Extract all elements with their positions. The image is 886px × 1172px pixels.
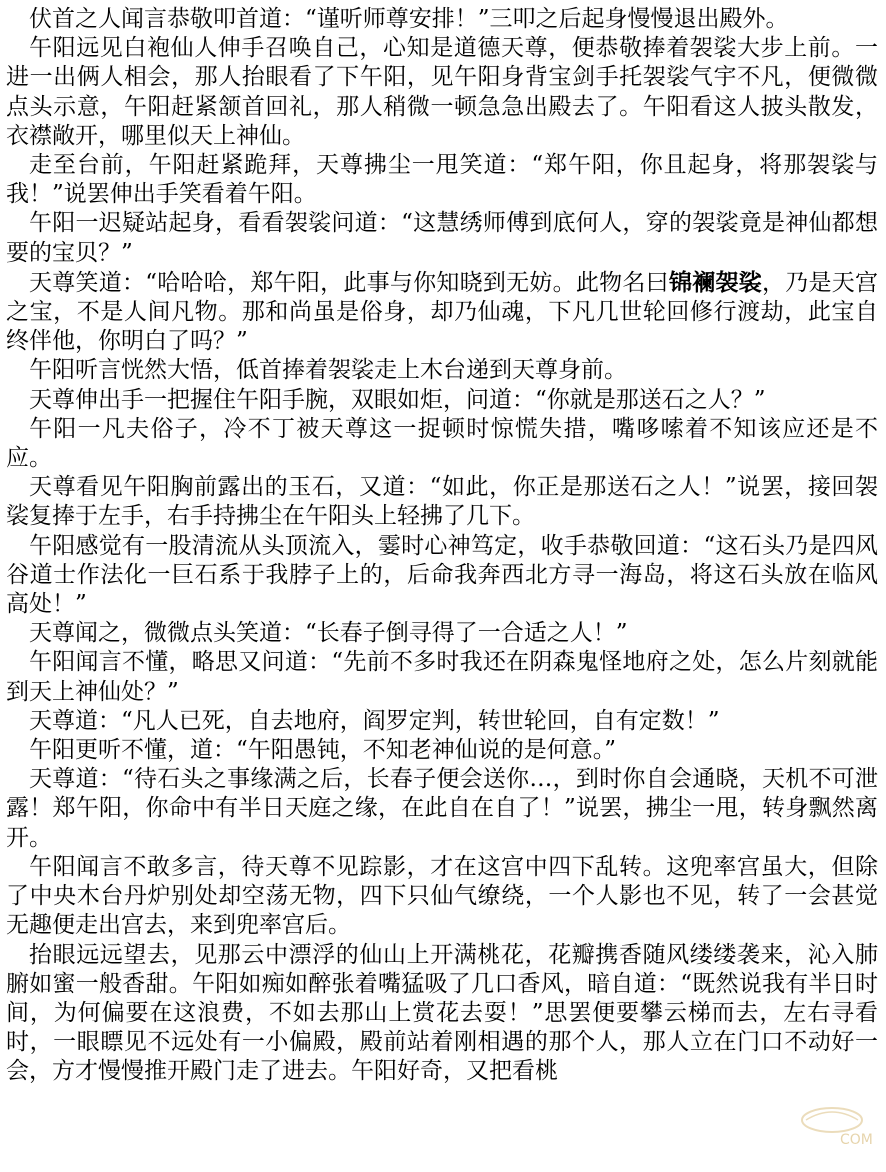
paragraph [6,151,878,209]
paragraph [6,853,878,941]
paragraph-text: 天尊道：“凡人已死，自去地府，阎罗定判，转世轮回，自有定数！” [29,707,720,734]
paragraph-text: 午阳一迟疑站起身，看看袈裟问道：“这慧绣师傅到底何人，穿的袈裟竟是神仙都想要的宝贝？” [6,210,878,266]
paragraph [6,415,878,473]
paragraph [6,532,878,620]
watermark-text: COM [840,1132,873,1148]
paragraph-text: 午阳远见白袍仙人伸手召唤自己，心知是道德天尊，便恭敬捧着袈裟大步上前。一进一出俩人相会，那人抬眼看了下午阳，见午阳身背宝剑手托袈裟气宇不凡，便微微点头示意，午阳赶紧颔首回礼，那人稍微一顿急急出殿去了。午阳看这人披头散发，衣襟敞开，哪里似天上神仙。 [6,35,878,149]
paragraph [6,386,878,415]
paragraph-text: 午阳听言恍然大悟，低首捧着袈裟走上木台递到天尊身前。 [29,357,627,384]
paragraph [6,707,878,736]
paragraph-text: 午阳感觉有一股清流从头顶流入，霎时心神笃定，收手恭敬回道：“这石头乃是四风谷道士作法化一巨石系于我脖子上的，后命我奔西北方寻一海岛，将这石头放在临风高处！” [6,532,878,618]
document-body [6,5,878,1087]
paragraph-text: 天尊道：“待石头之事缘满之后，长春子便会送你…，到时你自会通晓，天机不可泄露！郑午阳，你命中有半日天庭之缘，在此自在自了！”说罢，拂尘一甩，转身飘然离开。 [6,766,878,851]
paragraph-text: 天尊看见午阳胸前露出的玉石，又道：“如此，你正是那送石之人！”说罢，接回袈裟复捧于左手，右手持拂尘在午阳头上轻拂了几下。 [6,474,878,530]
paragraph [6,765,878,853]
bold-term: 锦襕袈裟 [668,268,762,296]
paragraph-text: 天尊笑道：“哈哈哈，郑午阳，此事与你知晓到无妨。此物名曰 [29,269,669,296]
paragraph-text: 午阳更听不懂，道：“午阳愚钝，不知老神仙说的是何意。” [29,737,617,764]
paragraph [6,619,878,648]
paragraph [6,5,878,34]
paragraph-text: 天尊闻之，微微点头笑道：“长春子倒寻得了一合适之人！” [29,620,628,647]
site-watermark-logo [786,1102,878,1150]
paragraph-text: 伏首之人闻言恭敬叩首道：“谨听师尊安排！”三叩之后起身慢慢退出殿外。 [29,6,789,32]
paragraph-text: 走至台前，午阳赶紧跪拜，天尊拂尘一甩笑道：“郑午阳，你且起身，将那袈裟与我！”说罢伸出手笑看着午阳。 [6,152,878,208]
paragraph [6,268,878,357]
paragraph [6,473,878,531]
paragraph [6,356,878,385]
paragraph [6,34,878,151]
paragraph-text: 午阳闻言不懂，略思又问道：“先前不多时我还在阴森鬼怪地府之处，怎么片刻就能到天上神仙处？” [6,649,878,705]
paragraph-text: 午阳一凡夫俗子，冷不丁被天尊这一捉顿时惊慌失措，嘴哆嗦着不知该应还是不应。 [6,415,878,472]
paragraph [6,941,878,1087]
paragraph-text: 抬眼远远望去，见那云中漂浮的仙山上开满桃花，花瓣携香随风缕缕袭来，沁入肺腑如蜜一般香甜。午阳如痴如醉张着嘴猛吸了几口香风，暗自道：“既然说我有半日时间，为何偏要在这浪费，不如去那山上赏花去耍！”思罢便要攀云梯而去，左右寻看时，一眼瞟见不远处有一小偏殿，殿前站着刚相遇的那个人，那人立在门口不动好一会，方才慢慢推开殿门走了进去。午阳好奇，又把看桃 [6,941,878,1085]
paragraph [6,209,878,267]
paragraph-text: 午阳闻言不敢多言，待天尊不见踪影，才在这宫中四下乱转。这兜率宫虽大，但除了中央木台丹炉别处却空荡无物，四下只仙气缭绕，一个人影也不见，转了一会甚觉无趣便走出宫去，来到兜率宫后。 [6,853,878,939]
paragraph-text: 天尊伸出手一把握住午阳手腕，双眼如炬，问道：“你就是那送石之人？” [29,386,766,413]
paragraph [6,736,878,765]
paragraph [6,648,878,706]
paragraph-text: ，乃是天宫之宝，不是人间凡物。那和尚虽是俗身，却乃仙魂，下凡几世轮回修行渡劫，此宝自终伴他，你明白了吗？” [6,269,879,355]
